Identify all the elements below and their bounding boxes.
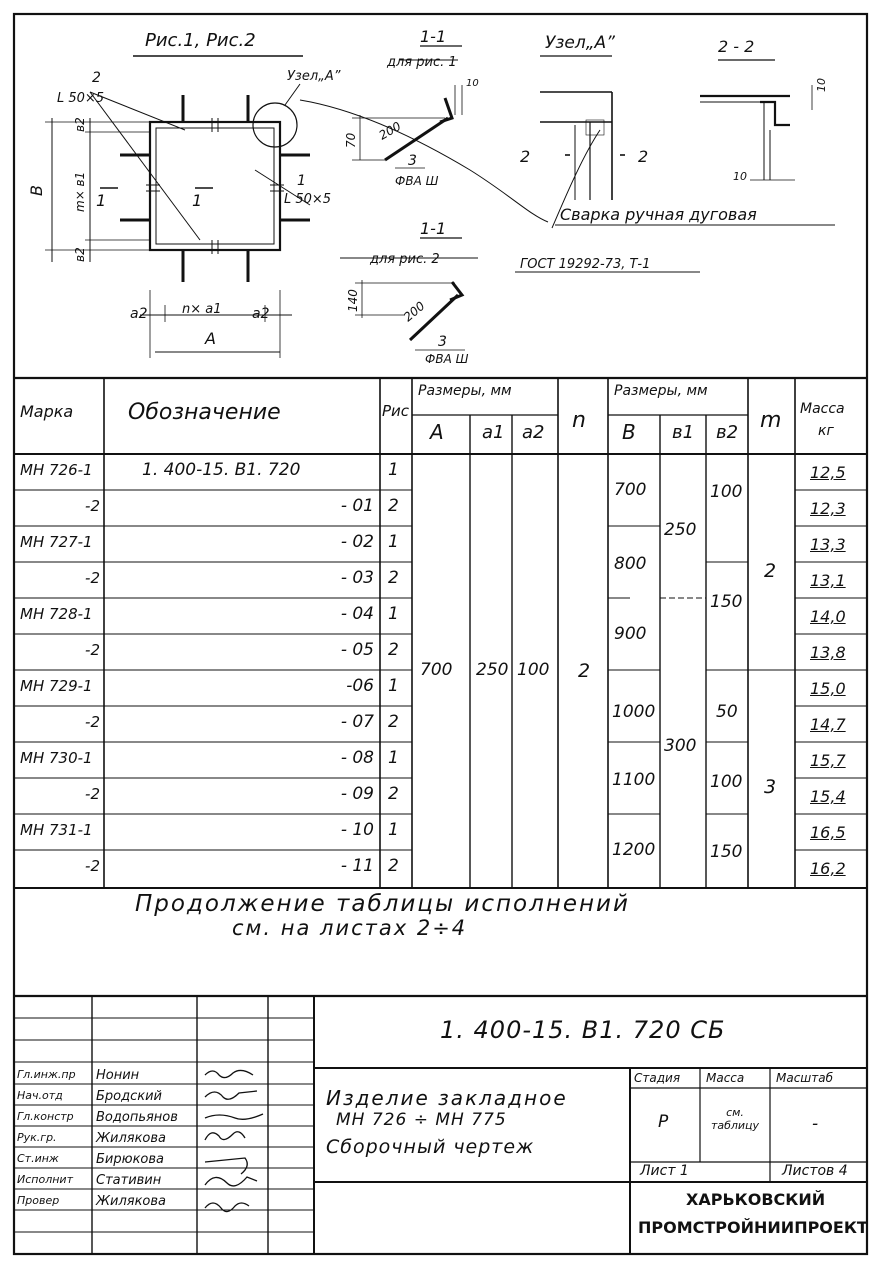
staff-3-name: Жилякова bbox=[96, 1131, 167, 1146]
row-4-oboznachenie: - 04 bbox=[340, 604, 374, 624]
sec11-fig1-steel: ФВА Ш bbox=[395, 174, 439, 188]
row-3-mass: 13,1 bbox=[810, 571, 846, 590]
stage-value: Р bbox=[658, 1112, 669, 1132]
row-2-oboznachenie: - 02 bbox=[340, 532, 374, 552]
row-11-marka: -2 bbox=[85, 857, 100, 875]
sec11-fig2-sub: для рис. 2 bbox=[370, 252, 440, 267]
row-6-ris: 1 bbox=[388, 676, 399, 696]
section-mark-left: 1 bbox=[96, 191, 107, 210]
cell-b2-2: 50 bbox=[716, 702, 738, 722]
staff-4-name: Бирюкова bbox=[96, 1152, 164, 1167]
cell-A: 700 bbox=[420, 660, 453, 680]
dim-a2-right: а2 bbox=[252, 306, 270, 322]
header-b2: в2 bbox=[716, 422, 739, 443]
row-2-ris: 1 bbox=[388, 532, 399, 552]
sec11-fig2-bar: 3 bbox=[438, 334, 447, 350]
cell-B-3: 1000 bbox=[612, 702, 656, 722]
row-1-marka: -2 bbox=[85, 497, 100, 515]
row-9-oboznachenie: - 09 bbox=[340, 784, 374, 804]
cell-B-5: 1200 bbox=[612, 840, 656, 860]
cell-a1: 250 bbox=[476, 660, 509, 680]
row-0-marka: МН 726-1 bbox=[20, 461, 93, 479]
staff-6-name: Жилякова bbox=[96, 1194, 167, 1209]
mass-value: см. таблицу bbox=[710, 1106, 760, 1133]
header-sizes-2: Размеры, мм bbox=[614, 383, 708, 399]
row-1-ris: 2 bbox=[388, 496, 399, 516]
row-1-oboznachenie: - 01 bbox=[340, 496, 374, 516]
angle-1-size: L 50×5 bbox=[284, 192, 332, 207]
row-8-mass: 15,7 bbox=[810, 751, 846, 770]
header-a1: а1 bbox=[482, 422, 505, 443]
sec11-fig1-t: 10 bbox=[466, 78, 479, 89]
row-11-ris: 2 bbox=[388, 856, 399, 876]
row-8-ris: 1 bbox=[388, 748, 399, 768]
cell-b2-1: 150 bbox=[710, 592, 743, 612]
scale-value: - bbox=[812, 1114, 819, 1134]
header-sizes-1: Размеры, мм bbox=[418, 383, 512, 399]
row-8-marka: МН 730-1 bbox=[20, 749, 93, 767]
dim-b2-bottom: в2 bbox=[73, 247, 87, 262]
row-5-oboznachenie: - 05 bbox=[340, 640, 374, 660]
org-line-1: ХАРЬКОВСКИЙ bbox=[686, 1190, 826, 1209]
header-mass-unit: кг bbox=[818, 423, 834, 439]
row-0-ris: 1 bbox=[388, 460, 399, 480]
cell-b2-0: 100 bbox=[710, 482, 743, 502]
header-b1: в1 bbox=[672, 422, 695, 443]
row-9-marka: -2 bbox=[85, 785, 100, 803]
row-6-marka: МН 729-1 bbox=[20, 677, 93, 695]
staff-6-role: Провер bbox=[17, 1194, 60, 1207]
row-0-mass: 12,5 bbox=[810, 463, 846, 482]
node-cut-left: 2 bbox=[520, 147, 531, 166]
row-7-oboznachenie: - 07 bbox=[340, 712, 374, 732]
title-name-3: Сборочный чертеж bbox=[326, 1136, 535, 1158]
sec11-fig2-len: 200 bbox=[400, 298, 428, 325]
staff-5-name: Стативин bbox=[96, 1173, 162, 1188]
angle-1-label: 1 bbox=[297, 173, 306, 189]
sec11-fig2-title: 1-1 bbox=[420, 219, 447, 238]
sec11-fig1-len: 200 bbox=[376, 119, 404, 143]
angle-2-size: L 50×5 bbox=[57, 91, 105, 106]
staff-2-role: Гл.констр bbox=[17, 1110, 74, 1123]
row-2-marka: МН 727-1 bbox=[20, 533, 93, 551]
cell-b2-4: 150 bbox=[710, 842, 743, 862]
row-0-oboznachenie: 1. 400-15. В1. 720 bbox=[142, 460, 301, 480]
row-4-ris: 1 bbox=[388, 604, 399, 624]
cell-m-0: 2 bbox=[764, 560, 777, 582]
sec22-dim-top: 10 bbox=[815, 78, 828, 92]
cell-b2-3: 100 bbox=[710, 772, 743, 792]
cell-b1-0: 250 bbox=[664, 520, 697, 540]
header-B: В bbox=[622, 420, 636, 444]
dim-a2-left: а2 bbox=[130, 306, 148, 322]
row-7-marka: -2 bbox=[85, 713, 100, 731]
staff-3-role: Рук.гр. bbox=[17, 1131, 57, 1144]
title-name-2: МН 726 ÷ МН 775 bbox=[336, 1110, 507, 1130]
header-mass: Масса bbox=[800, 401, 845, 417]
angle-2-label: 2 bbox=[92, 70, 101, 86]
node-cut-right: 2 bbox=[638, 147, 649, 166]
signatures bbox=[205, 1070, 263, 1211]
row-11-mass: 16,2 bbox=[810, 859, 846, 878]
row-11-oboznachenie: - 11 bbox=[340, 856, 374, 876]
sheet-label: Лист 1 bbox=[640, 1163, 689, 1179]
sec11-fig2-h: 140 bbox=[346, 289, 360, 312]
staff-4-role: Ст.инж bbox=[17, 1152, 59, 1165]
dim-b2-top: в2 bbox=[73, 117, 87, 132]
row-5-marka: -2 bbox=[85, 641, 100, 659]
node-a-label: Узел„А” bbox=[287, 69, 341, 84]
cell-n: 2 bbox=[578, 660, 591, 682]
sec22-title: 2 - 2 bbox=[718, 37, 755, 56]
title-name-1: Изделие закладное bbox=[326, 1086, 568, 1110]
row-4-mass: 14,0 bbox=[810, 607, 846, 626]
staff-0-name: Нонин bbox=[96, 1068, 140, 1083]
row-7-mass: 14,7 bbox=[810, 715, 846, 734]
row-10-ris: 1 bbox=[388, 820, 399, 840]
cell-m-1: 3 bbox=[764, 776, 777, 798]
staff-2-name: Водопьянов bbox=[96, 1110, 178, 1125]
sec22-dim-bottom: 10 bbox=[733, 170, 747, 183]
staff-5-role: Исполнит bbox=[17, 1173, 73, 1186]
section-mark-right: 1 bbox=[192, 191, 203, 210]
header-a2: а2 bbox=[522, 422, 545, 443]
cell-B-4: 1100 bbox=[612, 770, 656, 790]
row-9-ris: 2 bbox=[388, 784, 399, 804]
row-3-marka: -2 bbox=[85, 569, 100, 587]
header-oboznachenie: Обозначение bbox=[128, 400, 281, 425]
cell-b1-1: 300 bbox=[664, 736, 697, 756]
cell-B-2: 900 bbox=[614, 624, 647, 644]
stage-label: Стадия bbox=[634, 1071, 681, 1085]
note-line-1: Продолжение таблицы исполнений bbox=[135, 891, 630, 917]
row-5-ris: 2 bbox=[388, 640, 399, 660]
row-4-marka: МН 728-1 bbox=[20, 605, 93, 623]
sec11-fig2-steel: ФВА Ш bbox=[425, 352, 469, 366]
note-line-2: см. на листах 2÷4 bbox=[232, 916, 468, 940]
staff-1-name: Бродский bbox=[96, 1089, 163, 1104]
row-1-mass: 12,3 bbox=[810, 499, 846, 518]
header-A: А bbox=[430, 420, 444, 444]
cell-a2: 100 bbox=[517, 660, 550, 680]
sec11-fig1-title: 1-1 bbox=[420, 27, 447, 46]
weld-note: Сварка ручная дуговая bbox=[560, 205, 757, 224]
row-6-oboznachenie: -06 bbox=[346, 676, 374, 696]
row-3-oboznachenie: - 03 bbox=[340, 568, 374, 588]
sec11-fig1-bar: 3 bbox=[408, 153, 417, 169]
row-10-marka: МН 731-1 bbox=[20, 821, 93, 839]
dim-na1: n× а1 bbox=[182, 302, 222, 317]
fig-title: Рис.1, Рис.2 bbox=[145, 30, 256, 51]
row-2-mass: 13,3 bbox=[810, 535, 846, 554]
header-m: m bbox=[760, 408, 782, 433]
header-n: n bbox=[572, 408, 586, 433]
row-8-oboznachenie: - 08 bbox=[340, 748, 374, 768]
table-grid bbox=[14, 378, 867, 888]
row-3-ris: 2 bbox=[388, 568, 399, 588]
row-9-mass: 15,4 bbox=[810, 787, 846, 806]
sec11-fig1-sub: для рис. 1 bbox=[387, 55, 457, 70]
row-6-mass: 15,0 bbox=[810, 679, 846, 698]
row-7-ris: 2 bbox=[388, 712, 399, 732]
mass-label: Масса bbox=[706, 1071, 745, 1085]
dim-b: В bbox=[27, 185, 46, 196]
header-ris: Рис bbox=[382, 402, 410, 420]
scale-label: Масштаб bbox=[776, 1071, 834, 1085]
cell-B-0: 700 bbox=[614, 480, 647, 500]
dim-A: А bbox=[205, 329, 216, 348]
sheets-label: Листов 4 bbox=[782, 1163, 848, 1179]
staff-0-role: Гл.инж.пр bbox=[17, 1068, 76, 1081]
staff-1-role: Нач.отд bbox=[17, 1089, 63, 1102]
sec11-fig1-h: 70 bbox=[344, 132, 358, 148]
section-2-2 bbox=[700, 60, 812, 180]
header-marka: Марка bbox=[20, 402, 74, 421]
gost-note: ГОСТ 19292-73, Т-1 bbox=[520, 257, 651, 272]
row-10-mass: 16,5 bbox=[810, 823, 846, 842]
doc-code: 1. 400-15. В1. 720 СБ bbox=[440, 1016, 726, 1044]
node-title: Узел„А” bbox=[545, 33, 615, 53]
dim-mb1: m× в1 bbox=[73, 171, 87, 212]
org-line-2: ПРОМСТРОЙНИИПРОЕКТ bbox=[638, 1218, 868, 1237]
row-10-oboznachenie: - 10 bbox=[340, 820, 374, 840]
row-5-mass: 13,8 bbox=[810, 643, 846, 662]
cell-B-1: 800 bbox=[614, 554, 647, 574]
